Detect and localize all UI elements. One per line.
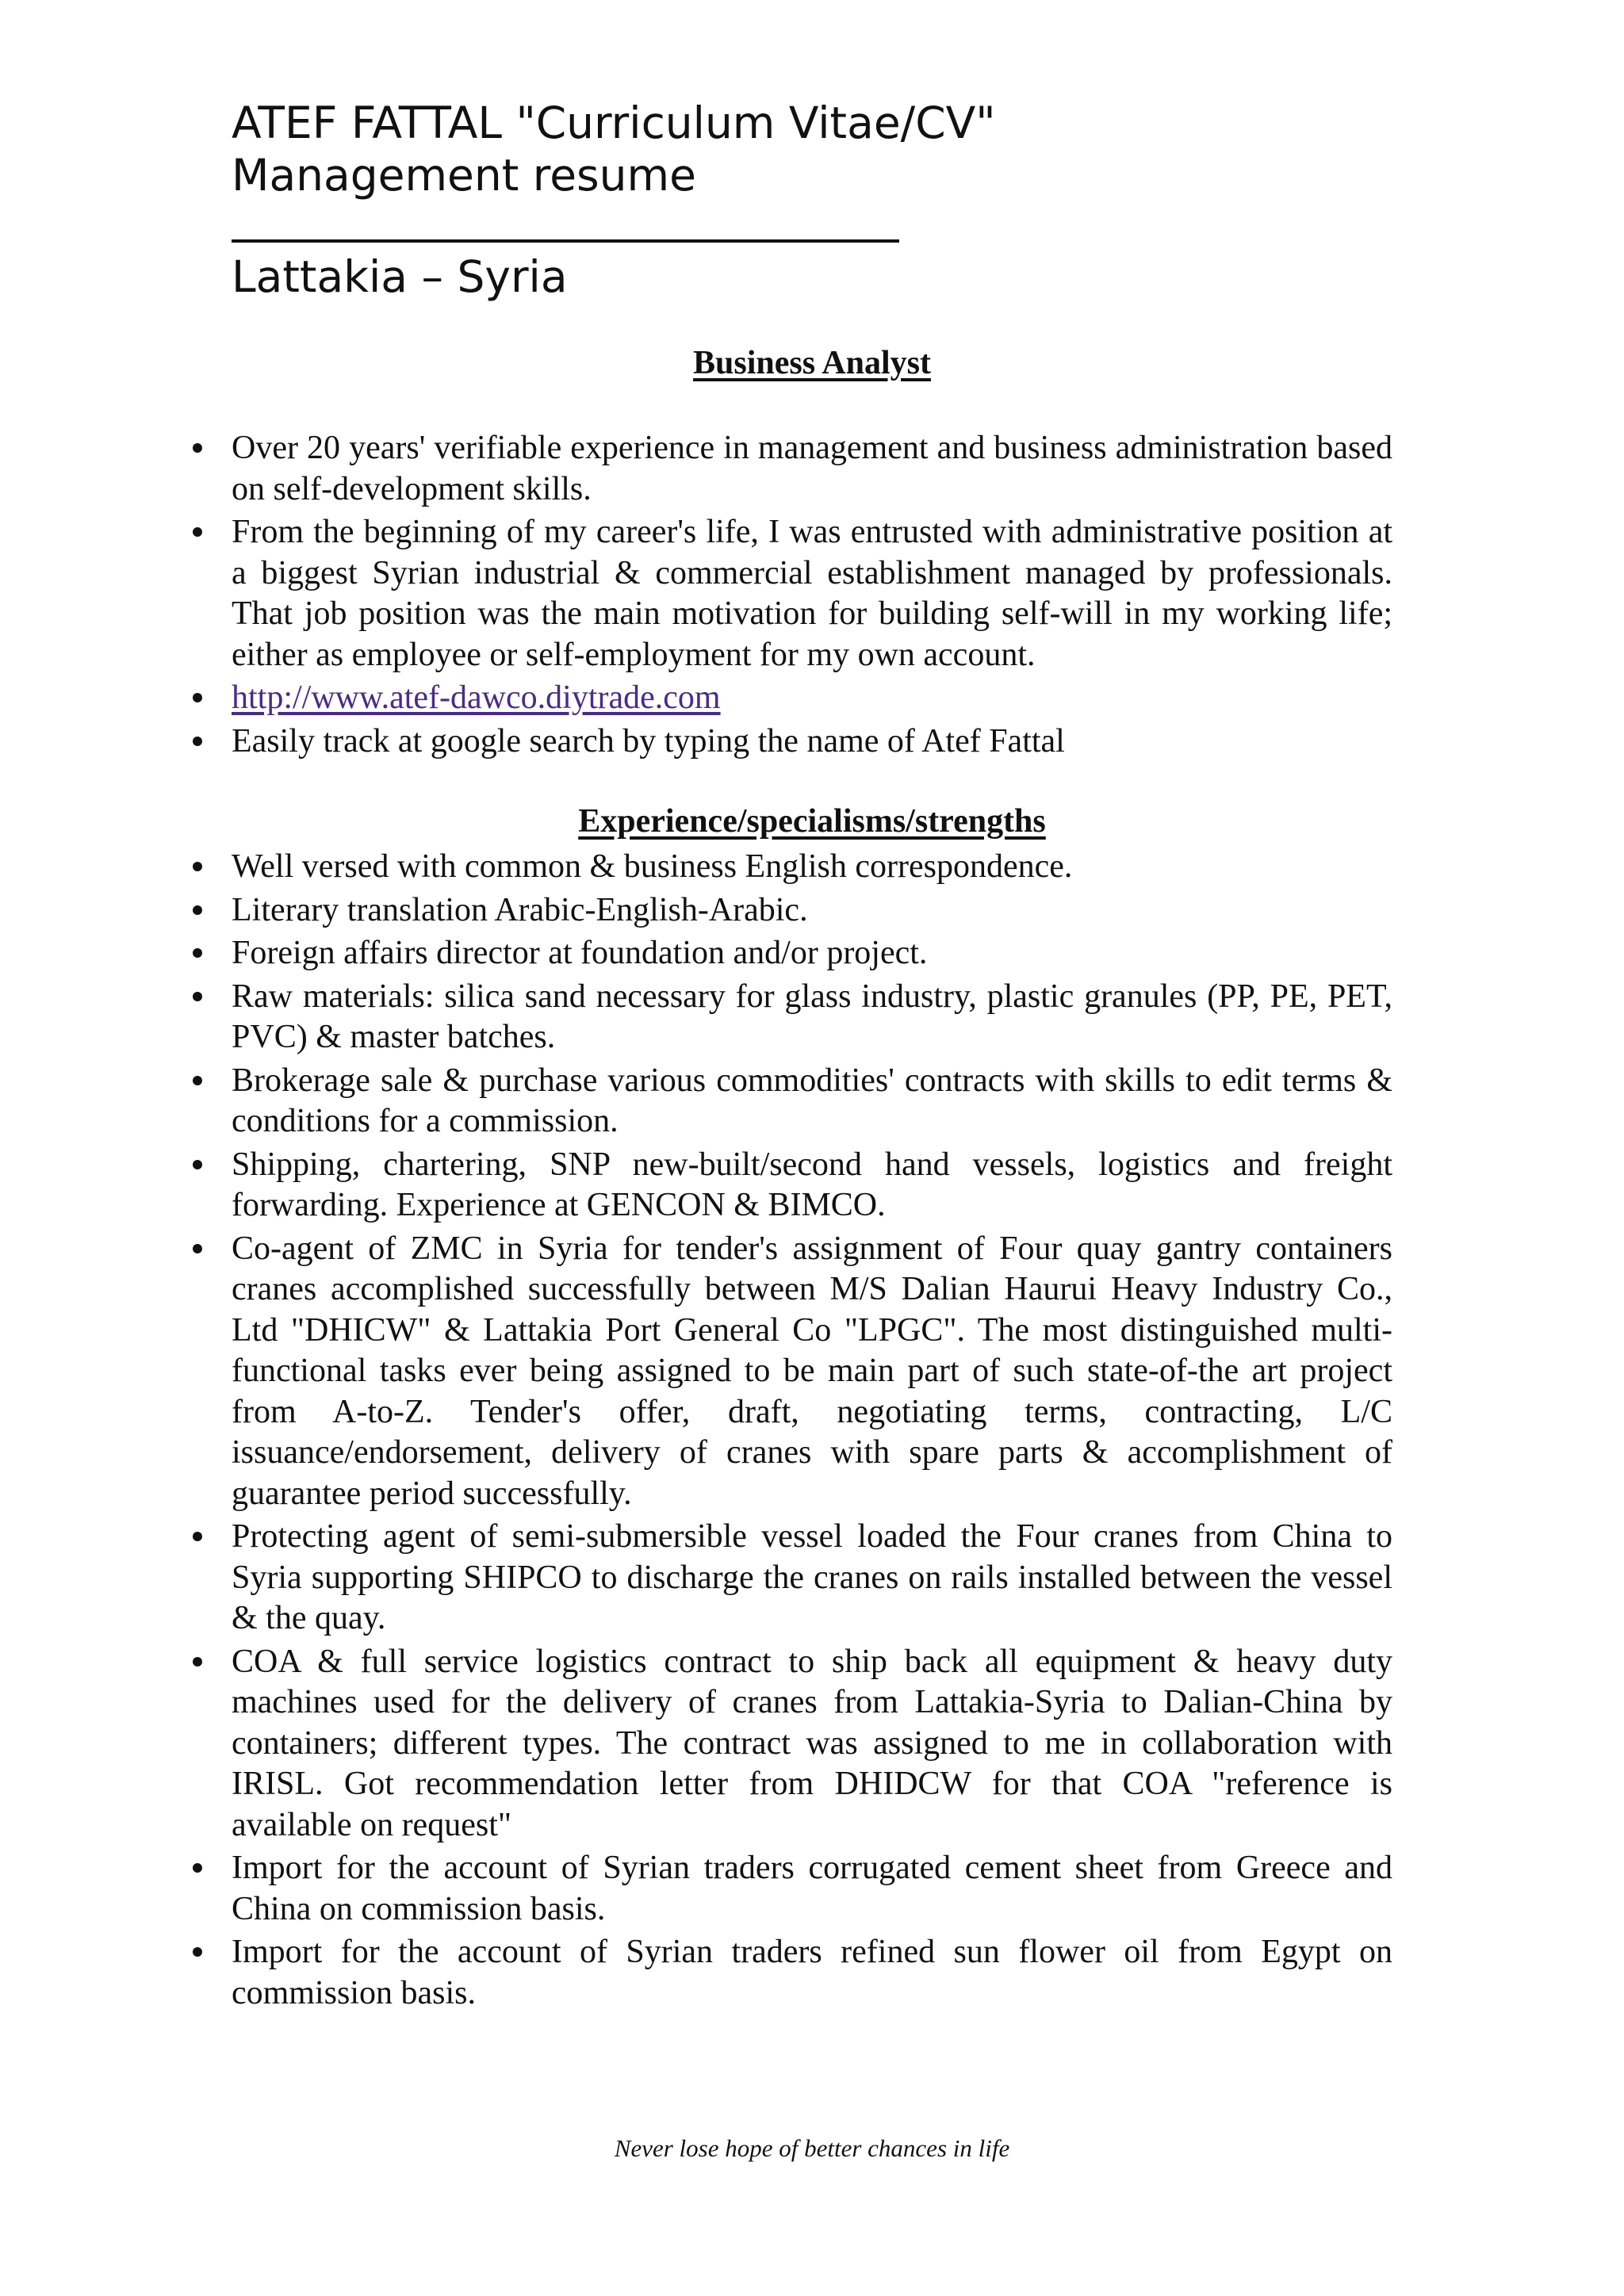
list-item-text: Easily track at google search by typing the name of Atef Fattal	[232, 722, 1065, 760]
bullet-icon	[186, 1932, 209, 1973]
bullet-icon	[186, 512, 209, 553]
list-item	[232, 1848, 1392, 1930]
bullet-icon	[186, 721, 209, 763]
list-item-text: Shipping, chartering, SNP new-built/second hand vessels, logistics and freight forwarding. Experience at GENCON & BIMCO.	[232, 1146, 1392, 1223]
list-item-text: Import for the account of Syrian traders refined sun flower oil from Egypt on commission basis.	[232, 1934, 1392, 2011]
website-link[interactable]: http://www.atef-dawco.diytrade.com	[232, 679, 721, 716]
list-item-text: Co-agent of ZMC in Syria for tender's assignment of Four quay gantry containers cranes accomplished successfully between M/S Dalian Haurui Heavy Industry Co., Ltd "DHICW" & Lattakia Port General Co "LPGC". The most distinguished multi-functional tasks ever being assigned to be main part of such state-of-the art project from A-to-Z. Tender's offer, draft, negotiating terms, contracting, L/C issuance/endorsement, delivery of cranes with spare parts & accomplishment of guarantee period successfully.	[232, 1230, 1392, 1512]
cv-subtitle: Management resume	[232, 150, 696, 201]
bullet-icon	[186, 428, 209, 469]
bullet-icon	[186, 1642, 209, 1683]
list-item-text: COA & full service logistics contract to ship back all equipment & heavy duty machines used for the delivery of cranes from Lattakia-Syria to Dalian-China by containers; different types. The contract was assigned to me in collaboration with IRISL. Got recommendation letter from DHIDCW for that COA "reference is available on request"	[232, 1643, 1392, 1843]
list-item-text: Well versed with common & business English correspondence.	[232, 848, 1073, 885]
list-item	[232, 933, 1392, 974]
list-item-text: Brokerage sale & purchase various commodities' contracts with skills to edit terms & conditions for a commission.	[232, 1062, 1392, 1139]
list-item-text: Foreign affairs director at foundation and/or project.	[232, 935, 928, 971]
business-analyst-heading: Business Analyst	[693, 345, 931, 381]
list-item	[232, 678, 1392, 719]
bullet-icon	[186, 1848, 209, 1889]
list-item	[232, 512, 1392, 675]
list-item	[232, 847, 1392, 888]
list-item	[232, 1229, 1392, 1515]
bullet-icon	[186, 678, 209, 719]
list-item	[232, 1145, 1392, 1226]
list-item	[232, 1061, 1392, 1142]
header-divider	[232, 239, 899, 243]
bullet-icon	[186, 890, 209, 932]
experience-heading: Experience/specialisms/strengths	[578, 803, 1046, 840]
list-item-text: From the beginning of my career's life, I was entrusted with administrative position at a biggest Syrian industrial & commercial establishment managed by professionals. That job position was the main motivation for building self-will in my working life; either as employee or self-employment for my own account.	[232, 514, 1392, 673]
cv-title: ATEF FATTAL "Curriculum Vitae/CV"	[232, 98, 996, 148]
list-item	[232, 721, 1392, 763]
list-item-text: Raw materials: silica sand necessary for glass industry, plastic granules (PP, PE, PET, PVC) & master batches.	[232, 978, 1392, 1055]
bullet-icon	[186, 977, 209, 1018]
list-item	[232, 977, 1392, 1058]
list-item-text: Import for the account of Syrian traders corrugated cement sheet from Greece and China on commission basis.	[232, 1850, 1392, 1927]
list-item	[232, 890, 1392, 932]
cv-header	[232, 97, 1421, 303]
bullet-icon	[186, 933, 209, 974]
list-item	[232, 1642, 1392, 1846]
location: Lattakia – Syria	[232, 251, 568, 302]
list-item-text: Over 20 years' verifiable experience in management and business administration based on self-development skills.	[232, 430, 1392, 507]
bullet-icon	[186, 1229, 209, 1270]
list-item	[232, 1932, 1392, 2014]
bullet-icon	[186, 1517, 209, 1558]
business-analyst-list	[232, 428, 1392, 764]
list-item-text: Protecting agent of semi-submersible vessel loaded the Four cranes from China to Syria supporting SHIPCO to discharge the cranes on rails installed between the vessel & the quay.	[232, 1518, 1392, 1636]
list-item	[232, 1517, 1392, 1640]
list-item	[232, 428, 1392, 510]
bullet-icon	[186, 1061, 209, 1102]
experience-list	[232, 847, 1392, 2016]
list-item-text: Literary translation Arabic-English-Arabic.	[232, 891, 808, 928]
bullet-icon	[186, 1145, 209, 1186]
bullet-icon	[186, 847, 209, 888]
footer-motto: Never lose hope of better chances in life	[614, 2134, 1010, 2162]
